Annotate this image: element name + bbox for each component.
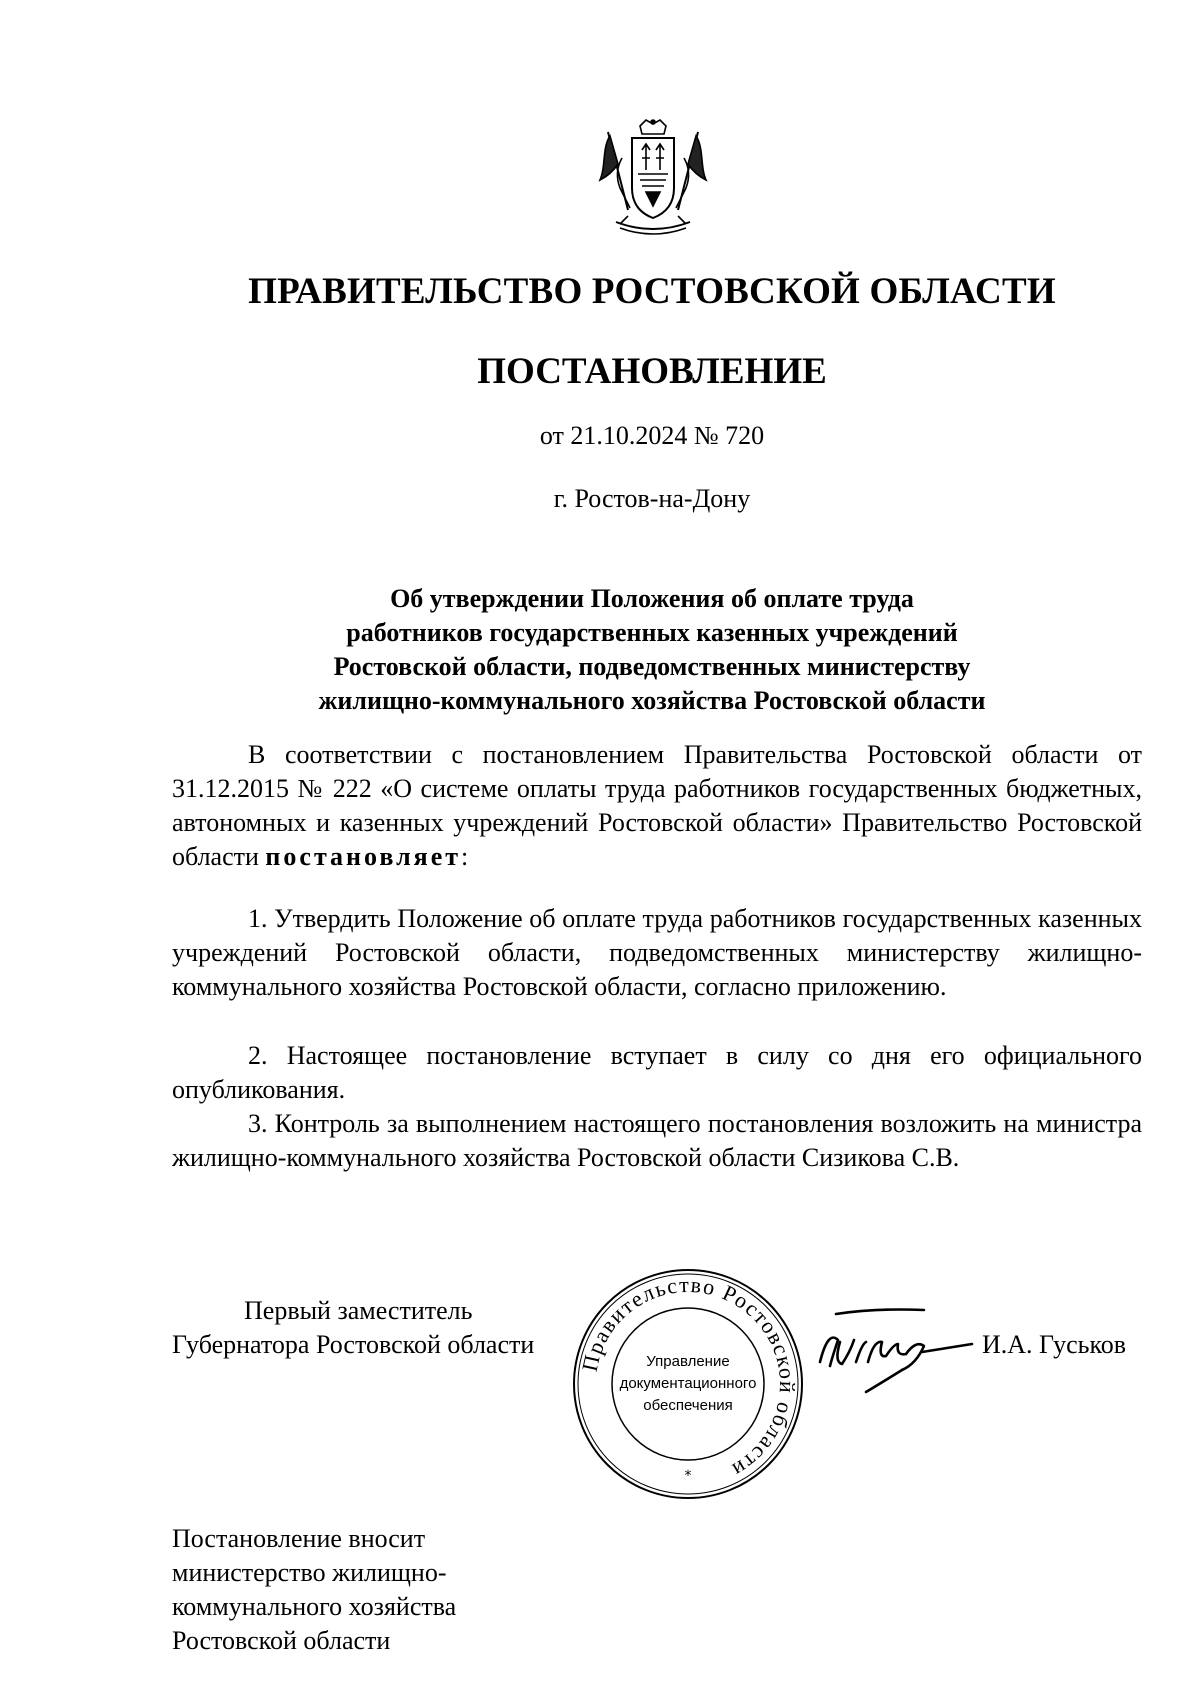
position-line: Первый заместитель	[244, 1296, 473, 1325]
item-1-paragraph	[172, 902, 1142, 1004]
handwritten-signature	[806, 1300, 976, 1396]
footer-line: Постановление вносит	[172, 1524, 426, 1553]
signatory-name: И.А. Гуськов	[982, 1330, 1127, 1359]
item-1-text: 1. Утвердить Положение об оплате труда работников государственных казенных учреждений Ростовской области, подведомственных министерству жилищно-коммунального хозяйства Ростовской области, согласно приложению.	[172, 904, 1142, 1001]
document-type-title: ПОСТАНОВЛЕНИЕ	[477, 351, 827, 392]
item-3-paragraph	[172, 1107, 1142, 1175]
preamble-paragraph	[172, 738, 1142, 874]
preamble-end: :	[461, 842, 469, 871]
date-number: от 21.10.2024 № 720	[539, 421, 765, 450]
item-2-paragraph	[172, 1039, 1142, 1107]
footer-line: министерство жилищно-	[172, 1558, 447, 1587]
preamble-text: В соответствии с постановлением Правительства Ростовской области от 31.12.2015 № 222 «О системе оплаты труда работников государственных бюджетных, автономных и казенных учреждений Ростовской области» Правительство Ростовской области	[172, 740, 1142, 871]
rostov-oblast-coat-of-arms-icon	[598, 118, 708, 240]
submitted-by-note	[172, 1522, 456, 1658]
footer-line: Ростовской области	[172, 1626, 391, 1655]
item-3-text: 3. Контроль за выполнением настоящего постановления возложить на министра жилищно-коммунального хозяйства Ростовской области Сизикова С.В.	[172, 1109, 1142, 1172]
stamp-outer-text: Правительство Ростовской области	[576, 1271, 801, 1484]
item-2-text: 2. Настоящее постановление вступает в силу со дня его официального опубликования.	[172, 1041, 1142, 1104]
city: г. Ростов-на-Дону	[553, 484, 751, 513]
organization-title: ПРАВИТЕЛЬСТВО РОСТОВСКОЙ ОБЛАСТИ	[248, 271, 1056, 312]
stamp-inner-line: обеспечения	[643, 1397, 733, 1414]
stamp-star-icon: *	[684, 1468, 692, 1484]
official-stamp	[570, 1266, 806, 1502]
signatory-position	[172, 1294, 534, 1362]
subject-line: жилищно-коммунального хозяйства Ростовской области	[318, 686, 986, 715]
subject-line: работников государственных казенных учреждений	[346, 618, 958, 647]
stamp-inner-line: документационного	[619, 1375, 757, 1392]
subject-line: Ростовской области, подведомственных министерству	[333, 652, 971, 681]
stamp-inner-line: Управление	[646, 1353, 730, 1370]
position-line: Губернатора Ростовской области	[172, 1330, 535, 1359]
preamble-keyword: постановляет	[265, 842, 462, 871]
footer-line: коммунального хозяйства	[172, 1592, 457, 1621]
subject-line: Об утверждении Положения об оплате труда	[390, 584, 914, 613]
document-subject	[52, 582, 1200, 718]
